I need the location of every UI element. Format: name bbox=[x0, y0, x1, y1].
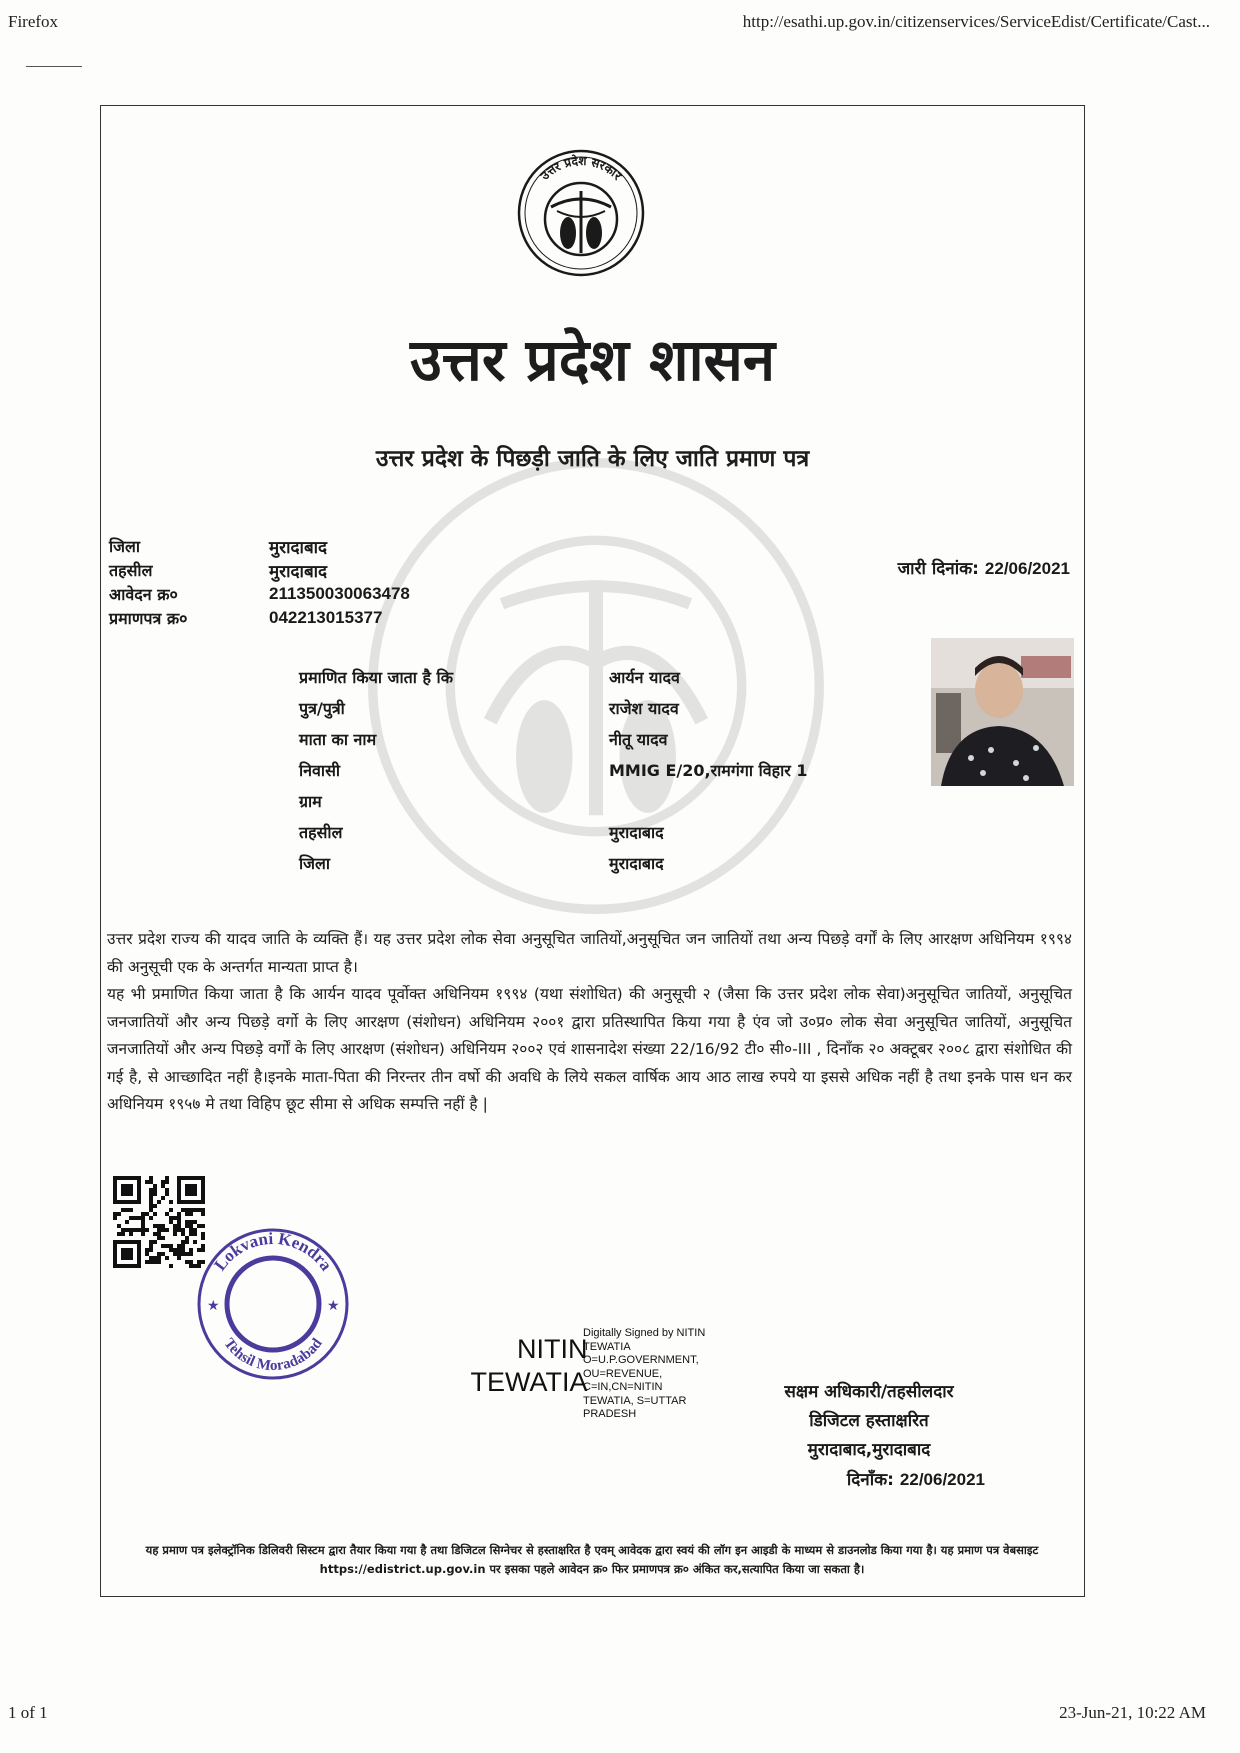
issue-date-value: 22/06/2021 bbox=[984, 559, 1070, 578]
authority-date bbox=[749, 1465, 989, 1495]
government-title: उत्तर प्रदेश शासन bbox=[409, 326, 776, 394]
body-paragraph-income: यह भी प्रमाणित किया जाता है कि आर्यन यादव पूर्वोक्त अधिनियम १९९४ (यथा संशोधित) की अनुसूची २ (जैसा कि उत्तर प्रदेश लोक सेवा)अनुसूचित जातियों, अनुसूचित जनजातियों और अन्य पिछड़े वर्गो के लिए आरक्षण (संशोधन) अधिनियम २००१ द्वारा प्रतिस्थापित किया गया है एंव जो उ०प्र० लोक सेवा अनुसूचित जातियों, अनुसूचित जनजातियों और अन्य पिछड़े वर्गों के लिए आरक्षण (संशोधन) अधिनियम २००२ एवं शासनादेश संख्या 22/16/92 टी० सी०-III , दिनाँक २० अक्टूबर २००८ द्वारा संशोधित की गई है, से आच्छादित नहीं है।इनके माता-पिता की निरन्तर तीन वर्षो की अवधि के लिये सकल वार्षिक आय आठ लाख रुपये या इससे अधिक नहीं है तथा इनके पास धन कर अधिनियम १९५७ मे तथा विहिप छूट सीमा से अधिक सम्पत्ति नहीं है | bbox=[107, 985, 1072, 1113]
sig-line: OU=REVENUE, bbox=[583, 1367, 663, 1380]
info-label: तहसील bbox=[109, 561, 153, 580]
person-row bbox=[299, 661, 808, 692]
person-row bbox=[299, 847, 808, 878]
person-value: नीतू यादव bbox=[609, 729, 668, 749]
application-info bbox=[109, 534, 410, 630]
person-value: MMIG E/20,रामगंगा विहार 1 bbox=[609, 760, 808, 780]
person-label: जिला bbox=[299, 853, 331, 873]
authority-signed: डिजिटल हस्ताक्षरित bbox=[809, 1411, 929, 1431]
issue-date-label: जारी दिनांक: bbox=[897, 559, 979, 579]
certificate-body bbox=[107, 926, 1072, 1119]
authority-location: मुरादाबाद,मुरादाबाद bbox=[807, 1440, 931, 1460]
sig-line: C=IN,CN=NITIN bbox=[583, 1381, 663, 1393]
person-row bbox=[299, 785, 808, 816]
header-rule bbox=[26, 66, 82, 67]
info-label: आवेदन क्र० bbox=[109, 585, 178, 604]
authority-date-label: दिनाँक: bbox=[846, 1470, 894, 1490]
seal-bottom-text: Tehsil Moradabad bbox=[220, 1335, 326, 1375]
issue-date bbox=[898, 556, 1070, 579]
certificate-frame bbox=[100, 105, 1085, 1597]
signatory-last-name: TEWATIA bbox=[470, 1367, 588, 1397]
browser-app-name: Firefox bbox=[8, 12, 59, 31]
info-value: मुरादाबाद bbox=[269, 561, 328, 581]
body-paragraph-caste: उत्तर प्रदेश राज्य की यादव जाति के व्यक्ति हैं। यह उत्तर प्रदेश लोक सेवा अनुसूचित जातियों,अनुसूचित जन जातियों तथा अन्य पिछड़े वर्गों के लिए आरक्षण अधिनियम १९९४ की अनुसूची एक के अन्तर्गत मान्यता प्राप्त है। bbox=[107, 930, 1072, 976]
sig-line: TEWATIA, S=UTTAR bbox=[583, 1394, 687, 1407]
info-value: 211350030063478 bbox=[269, 584, 410, 603]
info-label: प्रमाणपत्र क्र० bbox=[109, 609, 188, 628]
person-label: तहसील bbox=[299, 822, 343, 842]
sig-line: TEWATIA bbox=[583, 1340, 631, 1353]
person-label: माता का नाम bbox=[299, 729, 377, 749]
info-label: जिला bbox=[109, 537, 141, 556]
verification-note: यह प्रमाण पत्र इलेक्ट्रॉनिक डिलिवरी सिस्टम द्वारा तैयार किया गया है तथा डिजिटल सिग्नेचर से हस्ताक्षरित है एवम् आवेदक द्वारा स्वयं की लॉग इन आइडी के माध्यम से डाउनलोड किया गया है। यह प्रमाण पत्र वेबसाइट https://edistrict.up.gov.in पर इसका पहले आवेदन क्र० फिर प्रमाणपत्र क्र० अंकित कर,सत्यापित किया जा सकता है। bbox=[145, 1543, 1039, 1576]
page-url[interactable]: http://esathi.up.gov.in/citizenservices/ServiceEdist/Certificate/Cast... bbox=[742, 12, 1210, 31]
info-value: मुरादाबाद bbox=[269, 537, 328, 557]
signatory-first-name: NITIN bbox=[517, 1334, 588, 1364]
applicant-photo bbox=[931, 638, 1074, 786]
person-label: निवासी bbox=[299, 760, 341, 780]
person-row bbox=[299, 754, 808, 785]
sig-line: PRADESH bbox=[583, 1408, 637, 1420]
person-details bbox=[299, 661, 808, 878]
person-row bbox=[299, 816, 808, 847]
sig-line: Digitally Signed by NITIN bbox=[583, 1327, 706, 1339]
seal-top-text: Lokvani Kendra bbox=[210, 1228, 336, 1275]
qr-code bbox=[113, 1176, 205, 1268]
person-value: आर्यन यादव bbox=[609, 667, 680, 687]
certificate-title: उत्तर प्रदेश के पिछड़ी जाति के लिए जाति प्रमाण पत्र bbox=[375, 446, 810, 472]
person-value: मुरादाबाद bbox=[609, 853, 664, 873]
person-label: प्रमाणित किया जाता है कि bbox=[299, 667, 453, 687]
print-timestamp: 23-Jun-21, 10:22 AM bbox=[1059, 1703, 1206, 1722]
info-value: 042213015377 bbox=[269, 608, 383, 627]
person-row bbox=[299, 692, 808, 723]
authority-date-value: 22/06/2021 bbox=[899, 1470, 985, 1489]
person-value: मुरादाबाद bbox=[609, 822, 664, 842]
info-row-application-number bbox=[109, 582, 410, 606]
person-label: पुत्र/पुत्री bbox=[299, 698, 345, 718]
seal-star-icon: ★ bbox=[327, 1298, 340, 1314]
info-row-certificate-number bbox=[109, 606, 410, 630]
up-government-emblem bbox=[511, 141, 651, 289]
info-row-tehsil bbox=[109, 558, 410, 582]
authority-block bbox=[749, 1378, 989, 1495]
seal-star-icon: ★ bbox=[207, 1298, 220, 1314]
person-value: राजेश यादव bbox=[609, 698, 679, 718]
sig-line: O=U.P.GOVERNMENT, bbox=[583, 1354, 699, 1366]
digital-signature-details bbox=[583, 1327, 713, 1422]
info-row-district bbox=[109, 534, 410, 558]
person-label: ग्राम bbox=[299, 791, 322, 811]
svg-text:Lokvani Kendra bbox=[210, 1229, 336, 1275]
authority-designation: सक्षम अधिकारी/तहसीलदार bbox=[784, 1382, 954, 1402]
lokvani-kendra-seal bbox=[193, 1224, 353, 1384]
page-count: 1 of 1 bbox=[8, 1703, 48, 1722]
person-row bbox=[299, 723, 808, 754]
emblem-text: उत्तर प्रदेश सरकार bbox=[537, 153, 625, 183]
signatory-name bbox=[461, 1333, 588, 1399]
